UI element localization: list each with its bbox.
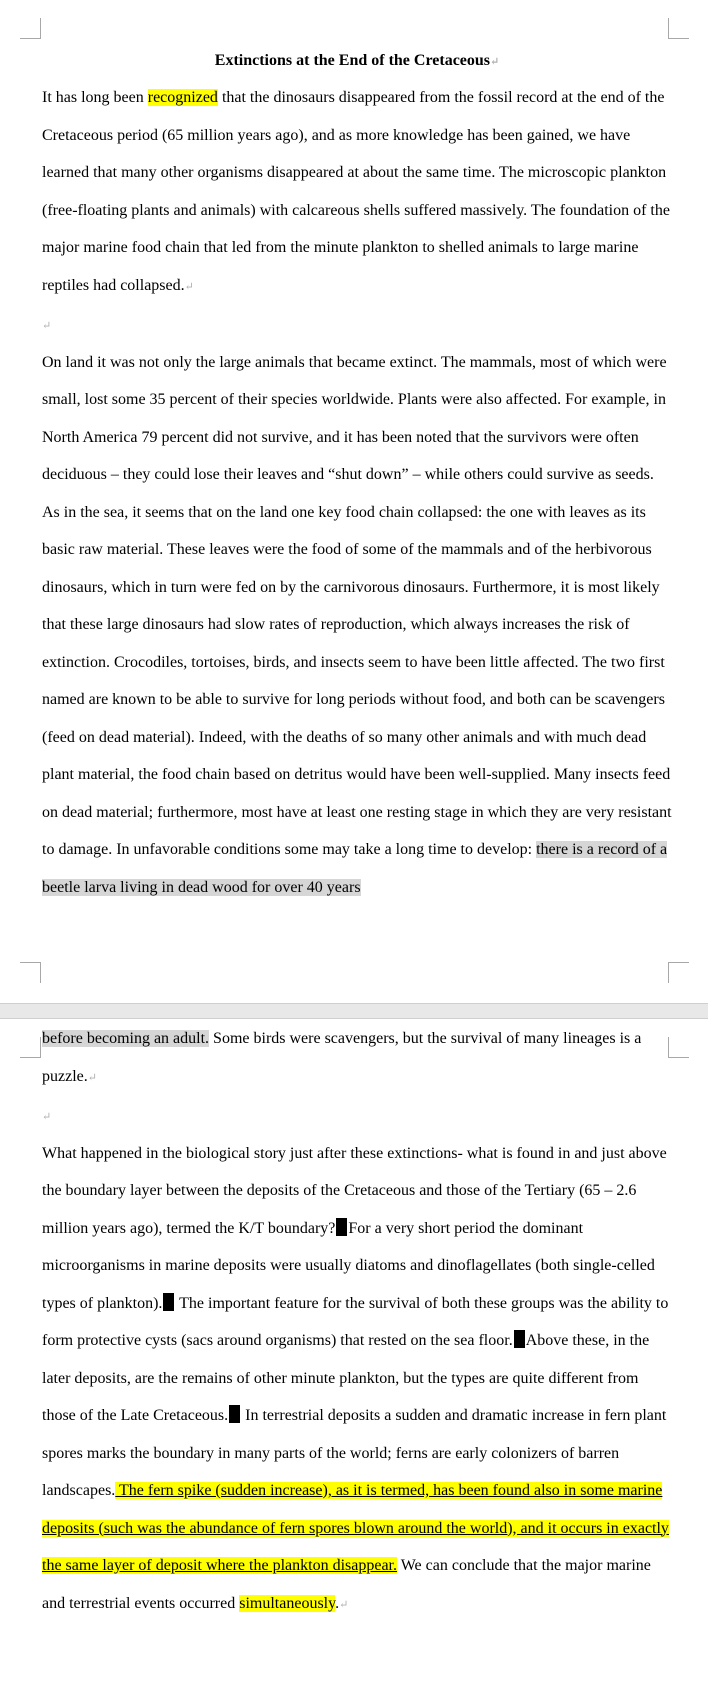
gray-highlight-adult: before becoming an adult. [42,1030,210,1047]
title-text: Extinctions at the End of the Cretaceous [214,52,491,69]
insertion-square-icon[interactable] [336,1218,347,1236]
highlight-simultaneously: simultaneously [239,1594,336,1612]
para3-sentence-1: What happened in the biological story just after these extinctions- what is found in and just above the boundary layer between the deposits of the Cretaceous and those of the Tertiary (65 – 2.6 million years ago), termed the K/T boundary? [42,1144,667,1237]
page-1-text[interactable] [42,44,672,906]
page-corner-bottom-right [668,962,689,983]
insertion-square-icon[interactable] [163,1293,174,1311]
highlight-fern-spike: The fern spike (sudden increase), as it is termed, has been found also in some marine deposits (such was the abundance of fern spores blown around the world), and it occurs in exactly the same layer of deposit where the plankton disappear. [42,1482,669,1574]
highlight-recognized: recognized [147,89,218,106]
paragraph-2[interactable] [42,344,672,907]
page-2-text[interactable] [42,1020,672,1624]
para3-sentence-2: For a very short period the dominant microorganisms in marine deposits were usually diatoms and dinoflagellates (both single-celled types of plankton). [42,1219,655,1312]
paragraph-1[interactable] [42,79,672,306]
paragraph-mark-icon: ↵ [42,320,52,332]
para3-sentence-3: The important feature for the survival of both these groups was the ability to form protective cysts (sacs around organisms) that rested on the sea floor. [42,1294,669,1349]
para3-sentence-4: Above these, in the later deposits, are the remains of other minute plankton, but the types are quite different from those of the Late Cretaceous. [42,1332,650,1424]
empty-paragraph[interactable] [42,1097,672,1135]
document-page-2 [0,1019,708,1686]
paragraph-2-continued[interactable] [42,1020,672,1097]
paragraph-mark-icon: ↵ [184,280,194,293]
document-title[interactable] [42,44,672,79]
page-corner-top-left [20,1037,41,1058]
para2-text-end: Some birds were scavengers, but the survival of many lineages is a puzzle. [42,1030,642,1085]
para1-text-end: that the dinosaurs disappeared from the fossil record at the end of the Cretaceous period (65 million years ago), and as more knowledge has been gained, we have learned that many other organisms disappeared at about the same time. The microscopic plankton (free-floating plants and animals) with calcareous shells suffered massively. The foundation of the major marine food chain that led from the minute plankton to shelled animals to large marine reptiles had collapsed. [42,89,670,294]
insertion-square-icon[interactable] [229,1405,240,1423]
page-corner-top-right [668,18,689,39]
paragraph-mark-icon: ↵ [490,56,500,68]
paragraph-mark-icon: ↵ [339,1598,349,1611]
para3-period: . [335,1594,340,1612]
paragraph-mark-icon: ↵ [42,1111,52,1123]
para1-text-start: It has long been [42,89,148,106]
paragraph-3[interactable] [42,1135,672,1625]
page-break-gap [0,1003,708,1019]
para2-text: On land it was not only the large animals that became extinct. The mammals, most of which were small, lost some 35 percent of their species worldwide. Plants were also affected. For example, in North America 79 percent did not survive, and it has been noted that the survivors were often deciduous – they could lose their leaves and “shut down” – while others could survive as seeds. As in the sea, it seems that on the land one key food chain collapsed: the one with leaves as its basic raw material. These leaves were the food of some of the mammals and of the herbivorous dinosaurs, which in turn were fed on by the carnivorous dinosaurs. Furthermore, it is most likely that these large dinosaurs had slow rates of reproduction, which always increases the risk of extinction. Crocodiles, tortoises, birds, and insects seem to have been little affected. The two first named are known to be able to survive for long periods without food, and both can be scavengers (feed on dead material). Indeed, with the deaths of so many other animals and with much dead plant material, the food chain based on detritus would have been well-supplied. Many insects feed on dead material; furthermore, most have at least one resting stage in which they are very resistant to damage. In unfavorable conditions some may take a long time to develop: [42,353,672,858]
insertion-square-icon[interactable] [514,1330,525,1348]
gray-highlight-beetle: there is a record of a beetle larva living in dead wood for over 40 years [42,841,668,896]
para3-text-end: We can conclude that the major marine and terrestrial events occurred [42,1557,651,1612]
page-corner-bottom-left [20,962,41,983]
page-corner-top-left [20,18,41,39]
paragraph-mark-icon: ↵ [87,1071,97,1084]
empty-paragraph[interactable] [42,306,672,344]
para3-sentence-5: In terrestrial deposits a sudden and dramatic increase in fern plant spores marks the boundary in many parts of the world; ferns are early colonizers of barren landscapes. [42,1407,667,1499]
